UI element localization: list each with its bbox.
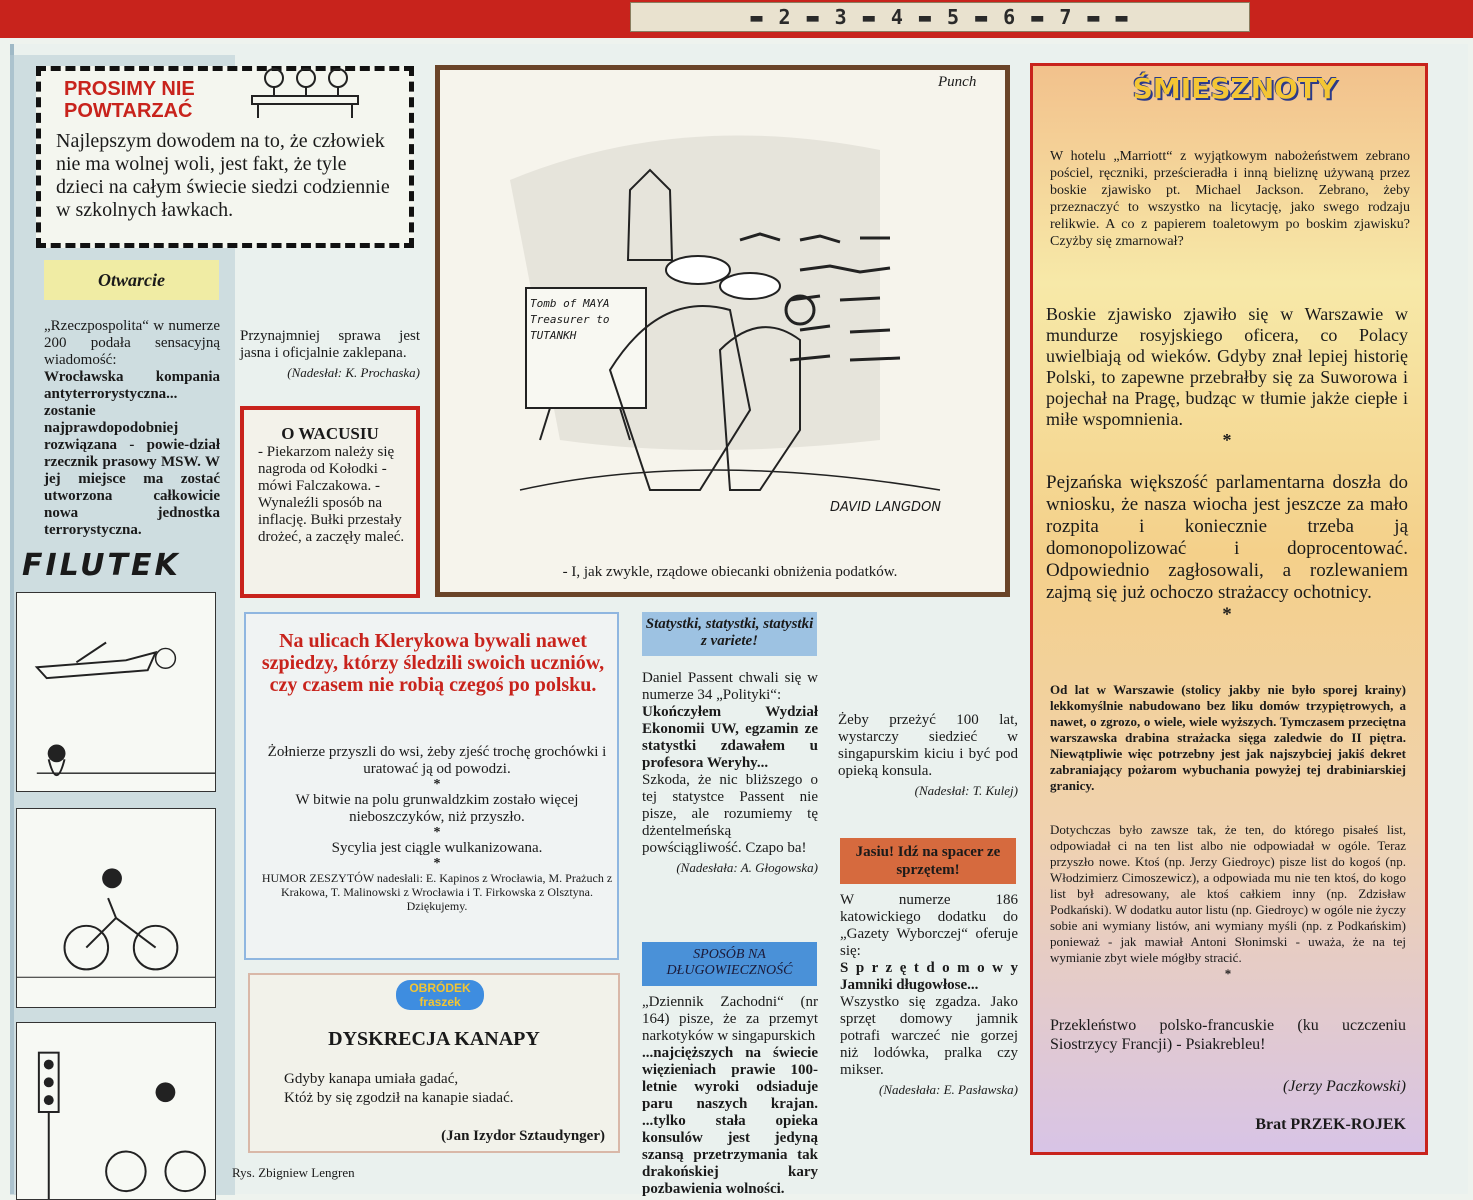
statystyki-heading: Statystki, statystki, statystki z variete!: [642, 612, 817, 656]
jasiu-tail: Wszystko się zgadza. Jako sprzęt domowy jamnik potrafi warczeć nie gorzej niż lodówka, pralka czy mikser.: [840, 994, 1018, 1078]
humor-line: W bitwie na polu grunwaldzkim zostało więcej nieboszczyków, niż przyszło.: [295, 792, 579, 825]
smiesznoty-paragraph: Od lat w Warszawie (stolicy jakby nie było sporej krainy) lekkomyślnie nabudowano bez liku domów trzypiętrowych, a nawet, o zgrozo, o wiele, wiele wyższych. Tymczasem przeciętna warszawska drabina strażacka sięga zaledwie do II piętra. Niewątpliwie więc potrzebny jest jak najszybciej jakiś dekret zabraniający pożarom wybuchania powyżej tej drabiniarskiej granicy.: [1050, 682, 1406, 793]
otwarcie-heading: Otwarcie: [44, 260, 219, 300]
cartoon-sign: Tomb of MAYA Treasurer to TUTANKH: [530, 297, 610, 342]
cartoon-source: Punch: [938, 74, 977, 90]
separator-star: *: [1224, 966, 1232, 981]
prosimy-title: PROSIMY NIE POWTARZAĆ: [64, 78, 195, 122]
top-decorative-strip: ▬ 2 ▬ 3 ▬ 4 ▬ 5 ▬ 6 ▬ 7 ▬ ▬: [630, 2, 1250, 32]
dyskrecja-title: DYSKRECJA KANAPY: [328, 1028, 540, 1050]
sposob-text-col2: [838, 612, 1018, 799]
smiesznoty-signature: Brat PRZEK-ROJEK: [1255, 1116, 1406, 1133]
smiesznoty-p3: Pejzańska większość parlamentarna doszła do wniosku, że nasza wiocha jest jeszcze za mało rozpita i koniecznie trzeba ją domonopolizować i doprocentować. Odpowiednio zagłosowali, a rozlewaniem zajmą się już ochoczo strażaccy ochotnicy.: [1046, 472, 1408, 603]
otwarcie-quote: Wrocławska kompania antyterrorystyczna... zostanie najprawdopodobniej rozwiązana - powie-dział rzecznik prasowy MSW. W jej miejsce ma zostać utworzona całkowicie nowa jednostka terrorystyczna.: [44, 369, 220, 538]
jasiu-heading: Jasiu! Idź na spacer ze sprzętem!: [840, 838, 1016, 884]
statystyki-quote: Ukończyłem Wydział Ekonomii UW, egzamin ze statystki zdawałem u profesora Weryhy...: [642, 704, 818, 771]
humor-footer: HUMOR ZESZYTÓW nadesłali: E. Kapinos z Wrocławia, M. Prażuch z Krakowa, T. Malinowski z Wrocławia i T. Firkowska z Olsztyna. Dziękujemy.: [261, 871, 613, 913]
separator-star: *: [433, 825, 441, 840]
sposob-quote: ...najcięższych na świecie więzieniach prawie 100-letnie wyroki odsiaduje paru naszych krajan. ...tylko stała opieka konsulów jest jedyną szansą przetrzymania tak drakońskiej kary pozbawienia wolności.: [642, 1045, 818, 1197]
otwarcie-intro: „Rzeczpospolita“ w numerze 200 podała sensacyjną wiadomość:: [44, 318, 220, 368]
filutek-panel-airplane: [16, 592, 216, 792]
otwarcie-credit: (Nadesłał: K. Prochaska): [287, 365, 420, 380]
verse-line: Gdyby kanapa umiała gadać,: [284, 1071, 459, 1087]
jasiu-credit: (Nadesłała: E. Pasławska): [878, 1082, 1018, 1097]
dyskrecja-verse: [284, 1070, 604, 1108]
otwarcie-tail: Przynajmniej sprawa jest jasna i oficjalnie zaklepana.: [240, 328, 420, 361]
sposob-text-col1: [642, 994, 818, 1197]
cartoon-caption: - I, jak zwykle, rządowe obiecanki obniżenia podatków.: [562, 564, 898, 580]
filutek-panel-bicycle: [16, 808, 216, 1008]
smiesznoty-title: ŚMIESZNOTY: [1132, 72, 1338, 105]
logo-bottom-text: fraszek: [419, 995, 461, 1009]
smiesznoty-paragraph: Przekleństwo polsko-francuskie (ku uczczeniu Siostrzycy Francji) - Psiakrebleu!: [1050, 1017, 1406, 1053]
humor-zeszytow-text: [260, 744, 614, 913]
logo-top-text: OBRÓDEK: [409, 981, 471, 995]
humor-line: Sycylia jest ciągle wulkanizowana.: [331, 840, 543, 856]
cartoon-signature: DAVID LANGDON: [830, 500, 942, 515]
prosimy-text: Najlepszym dowodem na to, że człowiek nie ma wolnej woli, jest fakt, że tyle dzieci na całym świecie siedzi codziennie w szkolnych ławkach.: [56, 130, 390, 221]
sposob-tail: Żeby przeżyć 100 lat, wystarczy siedzieć w singapurskim kiciu i być pod opieką konsula.: [838, 712, 1018, 779]
filutek-title: FILUTEK: [22, 548, 181, 583]
statystyki-text: [642, 670, 818, 876]
separator-star: *: [1222, 604, 1232, 625]
smiesznoty-paragraph: W hotelu „Marriott“ z wyjątkowym nabożeństwem zebrano pościel, ręczniki, prześcieradła i inną bieliznę używaną przez boskie zjawisko pt. Michael Jackson. Zebrano, żeby przeznaczyć to wszystko na licytację, jako swego rodzaju relikwie. A co z papierem toaletowym po boskim zjawisku? Czyżby się zmarnował?: [1050, 149, 1410, 249]
wacusiu-text: - Piekarzom należy się nagroda od Kołodki - mówi Falczakowa. - Wynaleźli sposób na inflację. Bułki przestały drożeć, a zaczęły maleć.: [258, 444, 405, 545]
separator-star: *: [1222, 430, 1232, 450]
smiesznoty-p2: Boskie zjawisko zjawiło się w Warszawie w mundurze rosyjskiego oficera, co Polacy uwielbiają od wieków. Gdyby znał lepiej historię Polski, to zapewne przebrałby się za Suworowa i pojechał na Pragę, budząc w tłumie jakże ciepłe i miłe wspomnienia.: [1046, 304, 1408, 429]
otwarcie-column-1: [44, 318, 220, 539]
smiesznoty-paragraph: [1046, 472, 1408, 626]
smiesznoty-credit: (Jerzy Paczkowski): [1282, 1078, 1406, 1095]
humor-zeszytow-heading: Na ulicach Klerykowa bywali nawet szpiedzy, którzy śledzili swoich uczniów, czy czasem nie robią czegoś po polsku.: [261, 630, 605, 696]
sposob-credit: (Nadesłał: T. Kulej): [914, 783, 1018, 798]
smiesznoty-paragraph: [1046, 304, 1408, 451]
statystyki-credit: (Nadesłała: A. Głogowska): [676, 860, 818, 875]
sposob-heading: SPOSÓB NA DŁUGOWIECZNOŚĆ: [642, 942, 817, 986]
jasiu-text: [840, 892, 1018, 1098]
statystyki-tail: Szkoda, że nic bliższego o tej statystce Passent nie pisze, ale rozumiemy tę dżentelmeńską powściągliwość. Czapo ba!: [642, 772, 818, 856]
smiesznoty-paragraph: [1050, 822, 1406, 982]
jasiu-intro: W numerze 186 katowickiego dodatku do „Gazety Wyborczej“ oferuje się:: [840, 892, 1018, 959]
wacusiu-heading: O WACUSIU: [281, 424, 379, 443]
statystyki-intro: Daniel Passent chwali się w numerze 34 „Polityki“:: [642, 670, 818, 703]
jasiu-quote: S p r z ę t d o m o w y Jamniki długowłose...: [840, 960, 1018, 993]
illustration-credit: Rys. Zbigniew Lengren: [232, 1165, 355, 1180]
verse-line: Któż by się zgodził na kanapie siadać.: [284, 1090, 514, 1106]
separator-star: *: [433, 856, 441, 871]
separator-star: *: [433, 777, 441, 792]
humor-line: Żołnierze przyszli do wsi, żeby zjeść trochę grochówki i uratować ją od powodzi.: [267, 744, 607, 777]
dyskrecja-author: (Jan Izydor Sztaudynger): [441, 1128, 605, 1144]
obrodek-fraszek-logo: [396, 980, 484, 1010]
smiesznoty-p5: Dotychczas było zawsze tak, że ten, do którego pisałeś list, odpowiadał ci na ten list albo nie odpowiadał w ogóle. Teraz przyszło nowe. Ktoś (np. Jerzy Giedroyc) pisze list do kogoś (np. Włodzimierz Cimoszewicz), a odpowiada mu nie ten ktoś, do kogo list był adresowany, ale ktoś całkiem inny (np. Zdzisław Podkański). W dodatku autor listu (np. Giedroyc) w ogóle nie życzy sobie ani wymiany listów, ani wymiany myśli (np. z Podkańskim) ponieważ - jak mawiał Antoni Słonimski - uważa, że na tej wymianie zbyt wiele mógłby stracić.: [1050, 822, 1406, 965]
kids-at-desk-illustration: [244, 64, 364, 120]
otwarcie-column-2: [240, 258, 420, 381]
sposob-intro: „Dziennik Zachodni“ (nr 164) pisze, że za przemyt narkotyków w singapurskich: [642, 994, 818, 1044]
filutek-panel-traffic-light: [16, 1022, 216, 1200]
